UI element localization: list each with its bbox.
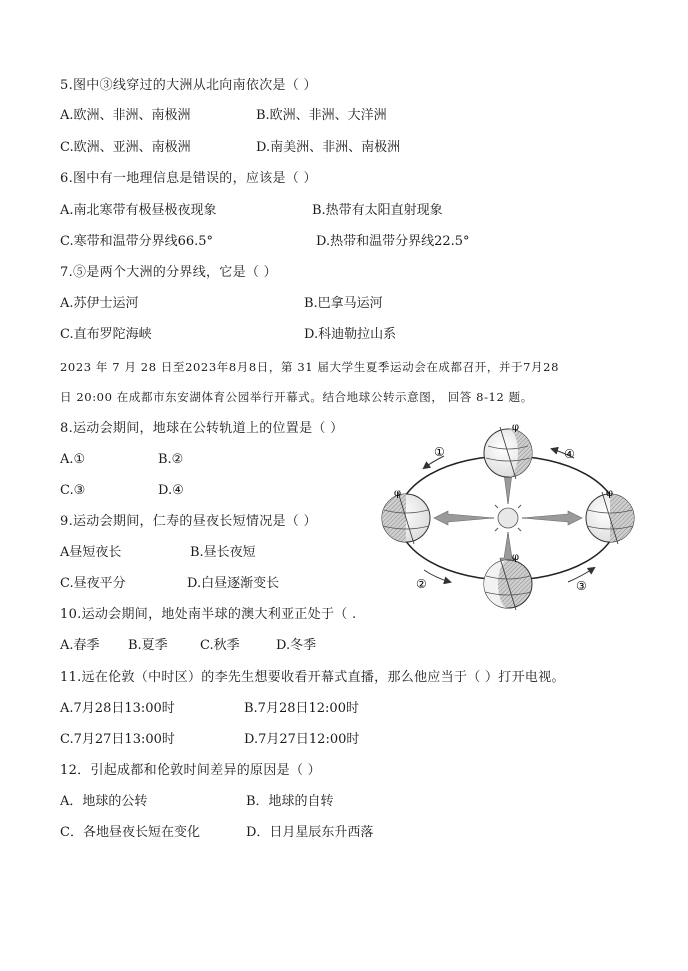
axis-symbol-right: φ bbox=[606, 488, 614, 499]
q6-option-a: A.南北寒带有极昼极夜现象 bbox=[60, 203, 217, 218]
q6-option-d: D.热带和温带分界线22.5° bbox=[316, 234, 470, 249]
intro-line-1: 2023 年 7 月 28 日至2023年8月8日，第 31 届大学生夏季运动会在成都召开，并于7月28 bbox=[60, 360, 559, 374]
q5-option-c: C.欧洲、亚洲、南极洲 bbox=[60, 140, 191, 155]
q12-option-d: D．日月星辰东升西落 bbox=[246, 825, 374, 840]
orbit-arrow-2 bbox=[424, 570, 450, 582]
q11-option-b: B.7月28日12:00时 bbox=[244, 701, 359, 716]
earth-bottom-icon bbox=[484, 552, 532, 610]
q8-option-d: D.④ bbox=[158, 483, 184, 498]
position-label-4: ④ bbox=[564, 447, 575, 461]
q5-option-a: A.欧洲、非洲、南极洲 bbox=[60, 108, 191, 123]
q6-option-b: B.热带有太阳直射现象 bbox=[312, 203, 443, 218]
earth-right-icon bbox=[586, 488, 634, 544]
position-label-1: ① bbox=[434, 445, 445, 459]
earth-orbit-diagram bbox=[376, 418, 638, 614]
q7-option-d: D.科迪勒拉山系 bbox=[304, 327, 397, 342]
position-label-3: ③ bbox=[576, 579, 587, 593]
q10-option-c: C.秋季 bbox=[200, 638, 240, 653]
q8-option-c: C.③ bbox=[60, 483, 86, 498]
q6-option-c: C.寒带和温带分界线66.5° bbox=[60, 234, 214, 249]
q7-option-c: C.直布罗陀海峡 bbox=[60, 327, 152, 342]
axis-symbol-top: φ bbox=[512, 422, 520, 433]
q9-option-d: D.白昼逐渐变长 bbox=[187, 576, 280, 591]
intro-line-2: 日 20:00 在成都市东安湖体育公园举行开幕式。结合地球公转示意图， 回答 8-12 题。 bbox=[60, 390, 533, 404]
q12-option-b: B．地球的自转 bbox=[246, 794, 334, 809]
axis-symbol-left: φ bbox=[394, 488, 402, 499]
q10-option-d: D.冬季 bbox=[276, 638, 317, 653]
q5-option-b: B.欧洲、非洲、大洋洲 bbox=[256, 108, 387, 123]
q11-option-a: A.7月28日13:00时 bbox=[60, 701, 175, 716]
q8-stem: 8.运动会期间，地球在公转轨道上的位置是（ ） bbox=[60, 421, 344, 436]
sun-icon bbox=[490, 500, 526, 536]
q9-option-b: B.昼长夜短 bbox=[190, 545, 256, 560]
q8-option-a: A.① bbox=[60, 452, 86, 467]
q7-option-a: A.苏伊士运河 bbox=[60, 296, 139, 311]
q5-option-d: D.南美洲、非洲、南极洲 bbox=[256, 140, 401, 155]
earth-left-icon bbox=[382, 488, 430, 544]
earth-top-icon bbox=[484, 422, 532, 479]
q6-stem: 6.图中有一地理信息是错误的，应该是（ ） bbox=[60, 171, 317, 186]
axis-symbol-bottom: φ bbox=[512, 552, 520, 563]
q12-option-c: C．各地昼夜长短在变化 bbox=[60, 825, 200, 840]
q12-stem: 12．引起成都和伦敦时间差异的原因是（ ） bbox=[60, 763, 321, 778]
q9-option-c: C.昼夜平分 bbox=[60, 576, 126, 591]
q10-option-a: A.春季 bbox=[60, 638, 100, 653]
q11-option-d: D.7月27日12:00时 bbox=[244, 732, 360, 747]
q9-stem: 9.运动会期间，仁寿的昼夜长短情况是（ ） bbox=[60, 514, 317, 529]
q11-option-c: C.7月27日13:00时 bbox=[60, 732, 175, 747]
q12-option-a: A．地球的公转 bbox=[60, 794, 148, 809]
q10-option-b: B.夏季 bbox=[128, 638, 168, 653]
q9-option-a: A昼短夜长 bbox=[60, 545, 122, 560]
q5-stem: 5.图中③线穿过的大洲从北向南依次是（ ） bbox=[60, 78, 317, 93]
q8-option-b: B.② bbox=[158, 452, 184, 467]
q10-stem: 10.运动会期间，地处南半球的澳大利亚正处于（ . bbox=[60, 607, 357, 622]
q7-option-b: B.巴拿马运河 bbox=[304, 296, 383, 311]
q11-stem: 11.远在伦敦（中时区）的李先生想要收看开幕式直播，那么他应当于（ ）打开电视。 bbox=[60, 670, 565, 685]
position-label-2: ② bbox=[416, 577, 427, 591]
q7-stem: 7.⑤是两个大洲的分界线，它是（ ） bbox=[60, 265, 277, 280]
